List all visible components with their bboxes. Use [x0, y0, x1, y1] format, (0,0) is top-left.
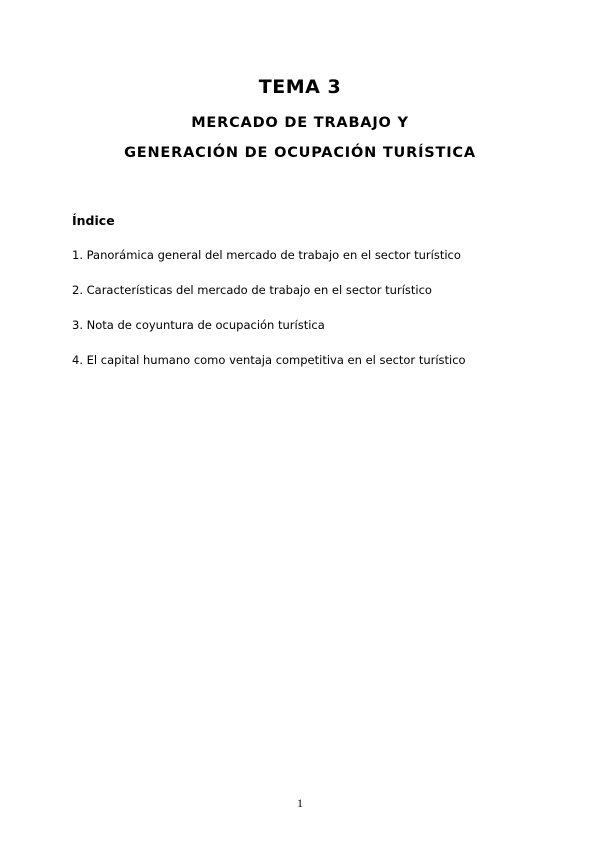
subtitle-line-2: GENERACIÓN DE OCUPACIÓN TURÍSTICA — [124, 145, 476, 161]
index-item: 3. Nota de coyuntura de ocupación turística — [72, 318, 325, 332]
index-item: 4. El capital humano como ventaja competitiva en el sector turístico — [72, 353, 466, 367]
subtitle-line-1: MERCADO DE TRABAJO Y — [191, 115, 409, 131]
page-number: 1 — [297, 796, 303, 810]
chapter-title: TEMA 3 — [258, 76, 342, 98]
index-list — [72, 246, 466, 386]
index-item: 1. Panorámica general del mercado de trabajo en el sector turístico — [72, 248, 461, 262]
index-item: 2. Características del mercado de trabajo en el sector turístico — [72, 283, 432, 297]
index-heading: Índice — [72, 213, 115, 228]
